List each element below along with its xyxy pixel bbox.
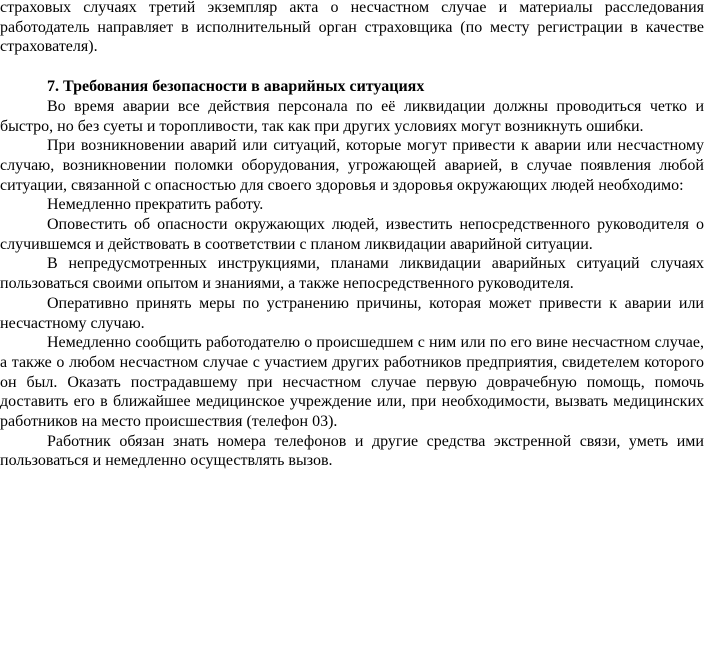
intro-paragraph: страховых случаях третий экземпляр акта о несчастном случае и материалы расследования работодатель направляет в исполнительный орган страховщика (по месту регистрации в качестве страхователя). bbox=[0, 0, 704, 56]
section-heading: 7. Требования безопасности в аварийных ситуациях bbox=[47, 78, 425, 96]
paragraph-4: Оповестить об опасности окружающих людей, известить непосредственного руководителя о случившемся и действовать в соответствии с планом ликвидации аварийной ситуации. bbox=[0, 216, 704, 253]
paragraph-6: Оперативно принять меры по устранению причины, которая может привести к аварии или несчастному случаю. bbox=[0, 294, 704, 332]
paragraph-1: Во время аварии все действия персонала по её ликвидации должны проводиться четко и быстро, но без суеты и торопливости, так как при других условиях могут возникнуть ошибки. bbox=[0, 97, 704, 135]
paragraph-3: Немедленно прекратить работу. bbox=[47, 196, 264, 214]
paragraph-7: Немедленно сообщить работодателю о происшедшем с ним или по его вине несчастном случае, а также о любом несчастном случае с участием других работников предприятия, свидетелем которого он был. Оказать пострадавшему при несчастном случае первую доврачебную помощь, помочь доставить его в ближайшее медицинское учреждение или, при необходимости, вызвать медицинских работников на место происшествия (телефон 03). bbox=[0, 334, 704, 431]
paragraph-8: Работник обязан знать номера телефонов и другие средства экстренной связи, уметь ими пользоваться и немедленно осуществлять вызов. bbox=[0, 432, 704, 470]
paragraph-2: При возникновении аварий или ситуаций, которые могут привести к аварии или несчастному случаю, возникновении поломки оборудования, угрожающей аварией, в случае появления любой ситуации, связанной с опасностью для своего здоровья и здоровья окружающих людей необходимо: bbox=[0, 137, 704, 194]
paragraph-5: В непредусмотренных инструкциями, планами ликвидации аварийных ситуаций случаях пользоваться своими опытом и знаниями, а также непосредственного руководителя. bbox=[0, 255, 704, 293]
section-spacer bbox=[0, 57, 704, 77]
